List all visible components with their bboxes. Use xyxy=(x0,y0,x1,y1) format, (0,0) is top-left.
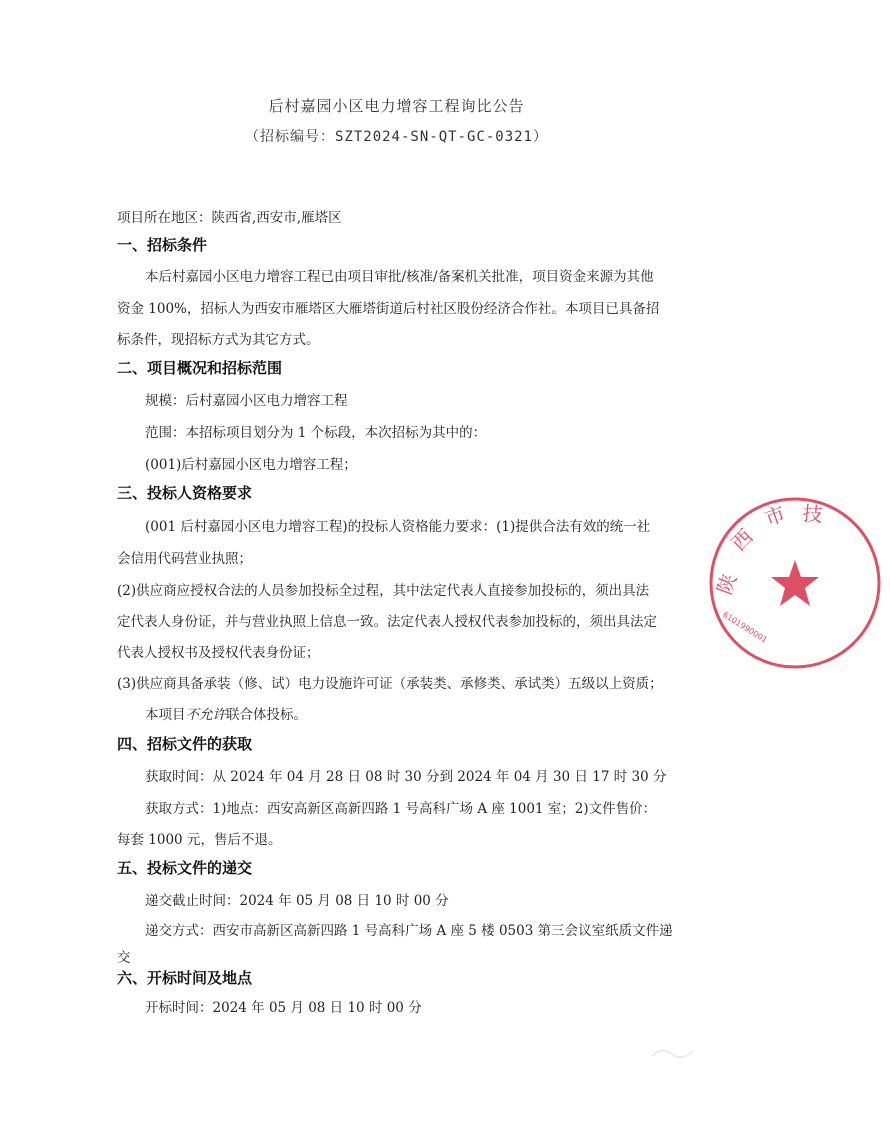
section-heading-3: 三、投标人资格要求 xyxy=(117,484,253,502)
sec3-line-5: 代表人授权书及授权代表身份证； xyxy=(117,645,320,661)
seal-number: 6101990001 xyxy=(720,610,769,645)
sec2-scale: 规模：后村嘉园小区电力增容工程 xyxy=(145,393,348,409)
sec6-time: 开标时间：2024 年 05 月 08 日 10 时 00 分 xyxy=(145,1000,422,1016)
sec1-line-2: 资金 100%，招标人为西安市雁塔区大雁塔街道后村社区股份经济合作社。本项目已具备招 xyxy=(117,301,660,317)
sec2-lot: (001)后村嘉园小区电力增容工程； xyxy=(145,457,357,473)
seal-char-1: 陕 xyxy=(712,570,742,598)
official-seal xyxy=(700,488,890,678)
sec3-line-4: 定代表人身份证，并与营业执照上信息一致。法定代表人授权代表参加投标的，须出具法定 xyxy=(117,614,657,630)
section-heading-5: 五、投标文件的递交 xyxy=(117,859,253,877)
sec3-line-2: 会信用代码营业执照； xyxy=(117,551,252,567)
joint-post: 联合体投标。 xyxy=(226,707,307,723)
sec4-method-2: 每套 1000 元，售后不退。 xyxy=(117,832,282,848)
seal-char-4: 技 xyxy=(801,501,824,527)
sec1-line-1: 本后村嘉园小区电力增容工程已由项目审批/核准/备案机关批准，项目资金来源为其他 xyxy=(145,269,654,285)
sec3-joint-bid xyxy=(145,703,705,723)
project-region: 项目所在地区：陕西省,西安市,雁塔区 xyxy=(117,210,342,226)
sec5-deadline: 递交截止时间：2024 年 05 月 08 日 10 时 00 分 xyxy=(145,893,449,909)
sec3-line-3: (2)供应商应授权合法的人员参加投标全过程，其中法定代表人直接参加投标的，须出具法 xyxy=(117,583,650,599)
faint-mark-decoration xyxy=(648,1042,698,1062)
tender-code: （招标编号：SZT2024-SN-QT-GC-0321） xyxy=(244,129,548,145)
section-heading-1: 一、招标条件 xyxy=(117,236,208,254)
joint-pre: 本项目 xyxy=(145,707,186,723)
sec4-time: 获取时间：从 2024 年 04 月 28 日 08 时 30 分到 2024 年 04 月 30 日 17 时 30 分 xyxy=(145,769,667,785)
sec4-method-1: 获取方式：1)地点：西安高新区高新四路 1 号高科广场 A 座 1001 室；2)文件售价： xyxy=(145,801,657,817)
document-title: 后村嘉园小区电力增容工程询比公告 xyxy=(268,97,525,115)
section-heading-2: 二、项目概况和招标范围 xyxy=(117,359,283,377)
sec2-scope: 范围：本招标项目划分为 1 个标段，本次招标为其中的： xyxy=(145,425,487,441)
section-heading-4: 四、招标文件的获取 xyxy=(117,735,253,753)
sec3-line-6: (3)供应商具备承装（修、试）电力设施许可证（承装类、承修类、承试类）五级以上资质； xyxy=(117,676,663,692)
section-heading-6: 六、开标时间及地点 xyxy=(117,969,253,987)
sec1-line-3: 标条件，现招标方式为其它方式。 xyxy=(117,332,320,348)
seal-star-icon xyxy=(771,560,819,606)
sec5-method-2: 交 xyxy=(117,950,131,966)
sec5-method-1: 递交方式：西安市高新区高新四路 1 号高科广场 A 座 5 楼 0503 第三会议室纸质文件递 xyxy=(145,923,673,939)
sec3-line-1: (001 后村嘉园小区电力增容工程)的投标人资格能力要求：(1)提供合法有效的统一社 xyxy=(145,519,651,535)
seal-char-3: 市 xyxy=(761,501,789,531)
joint-emphasis: 不允许 xyxy=(185,707,226,723)
seal-char-2: 西 xyxy=(726,524,758,556)
